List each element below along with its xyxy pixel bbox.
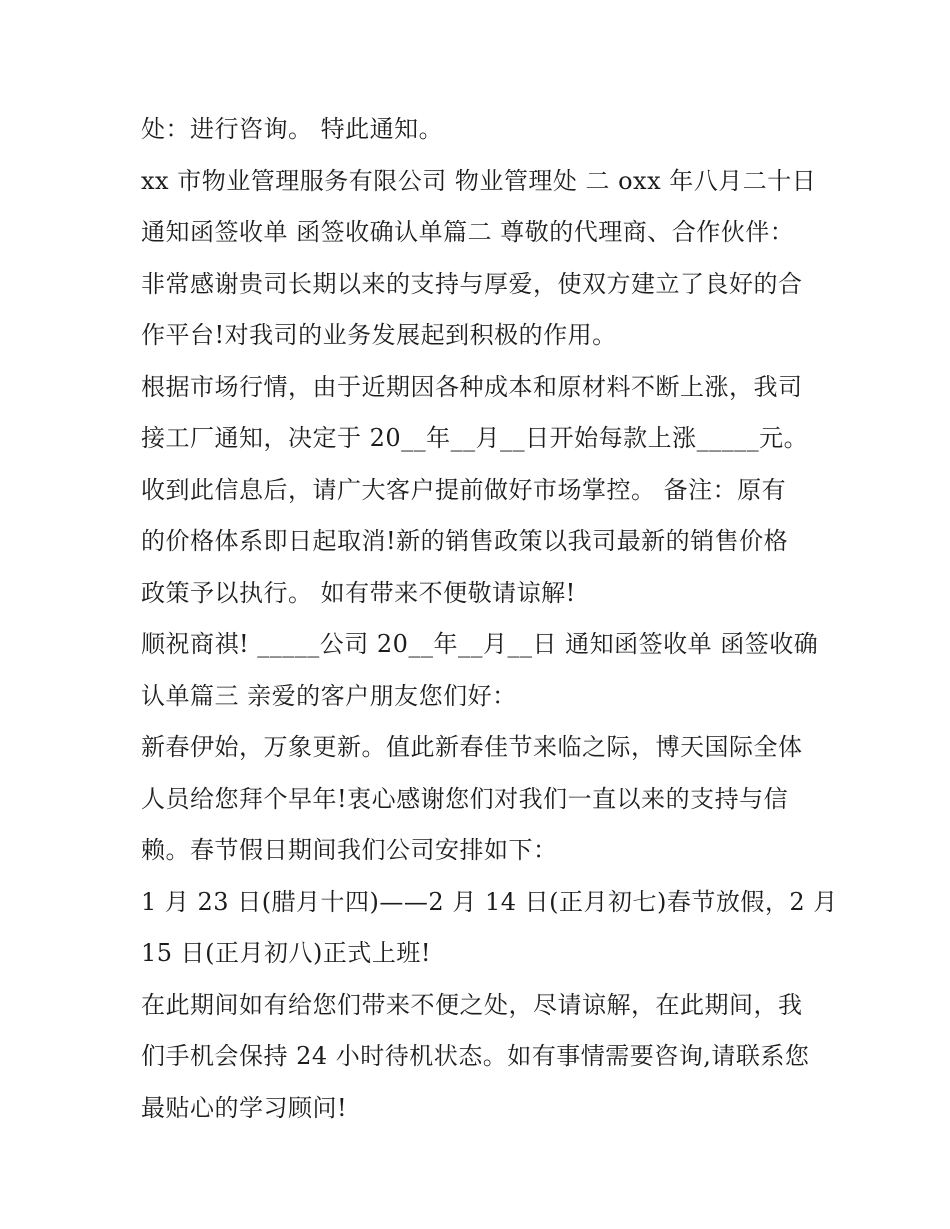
text-line: 新春伊始，万象更新。值此新春佳节来临之际，博天国际全体 [141, 733, 803, 761]
text-line: 收到此信息后，请广大客户提前做好市场掌控。 备注：原有 [141, 475, 787, 504]
text-line: 最贴心的学习顾问! [141, 1093, 348, 1122]
text-line: 1 月 23 日(腊月十四)——2 月 14 日(正月初七)春节放假，2 月 [141, 887, 838, 916]
text-line: 处：进行咨询。 特此通知。 [141, 115, 444, 143]
text-line: 15 日(正月初八)正式上班! [141, 939, 432, 967]
text-line: 非常感谢贵司长期以来的支持与厚爱，使双方建立了良好的合 [141, 269, 803, 298]
text-line: 的价格体系即日起取消!新的销售政策以我司最新的销售价格 [141, 527, 789, 555]
text-line: 接工厂通知，决定于 20__年__月__日开始每款上涨_____元。 [141, 424, 809, 452]
text-line: 赖。春节假日期间我们公司安排如下： [141, 836, 558, 864]
text-line: 作平台!对我司的业务发展起到积极的作用。 [141, 321, 617, 349]
text-line: 根据市场行情，由于近期因各种成本和原材料不断上涨，我司 [141, 372, 803, 401]
text-line: 认单篇三 亲爱的客户朋友您们好： [141, 681, 517, 710]
text-line: 们手机会保持 24 小时待机状态。如有事情需要咨询,请联系您 [141, 1042, 810, 1070]
text-line: 顺祝商祺! _____公司 20__年__月__日 通知函签收单 函签收确 [141, 630, 819, 658]
text-line: 政策予以执行。 如有带来不便敬请谅解! [141, 578, 576, 607]
text-line: xx 市物业管理服务有限公司 物业管理处 二 oxx 年八月二十日 [141, 166, 817, 195]
text-line: 通知函签收单 函签收确认单篇二 尊敬的代理商、合作伙伴： [141, 218, 795, 246]
text-line: 人员给您拜个早年!衷心感谢您们对我们一直以来的支持与信 [141, 784, 789, 813]
text-line: 在此期间如有给您们带来不便之处，尽请谅解，在此期间，我 [141, 990, 803, 1019]
document-body [141, 104, 838, 1134]
